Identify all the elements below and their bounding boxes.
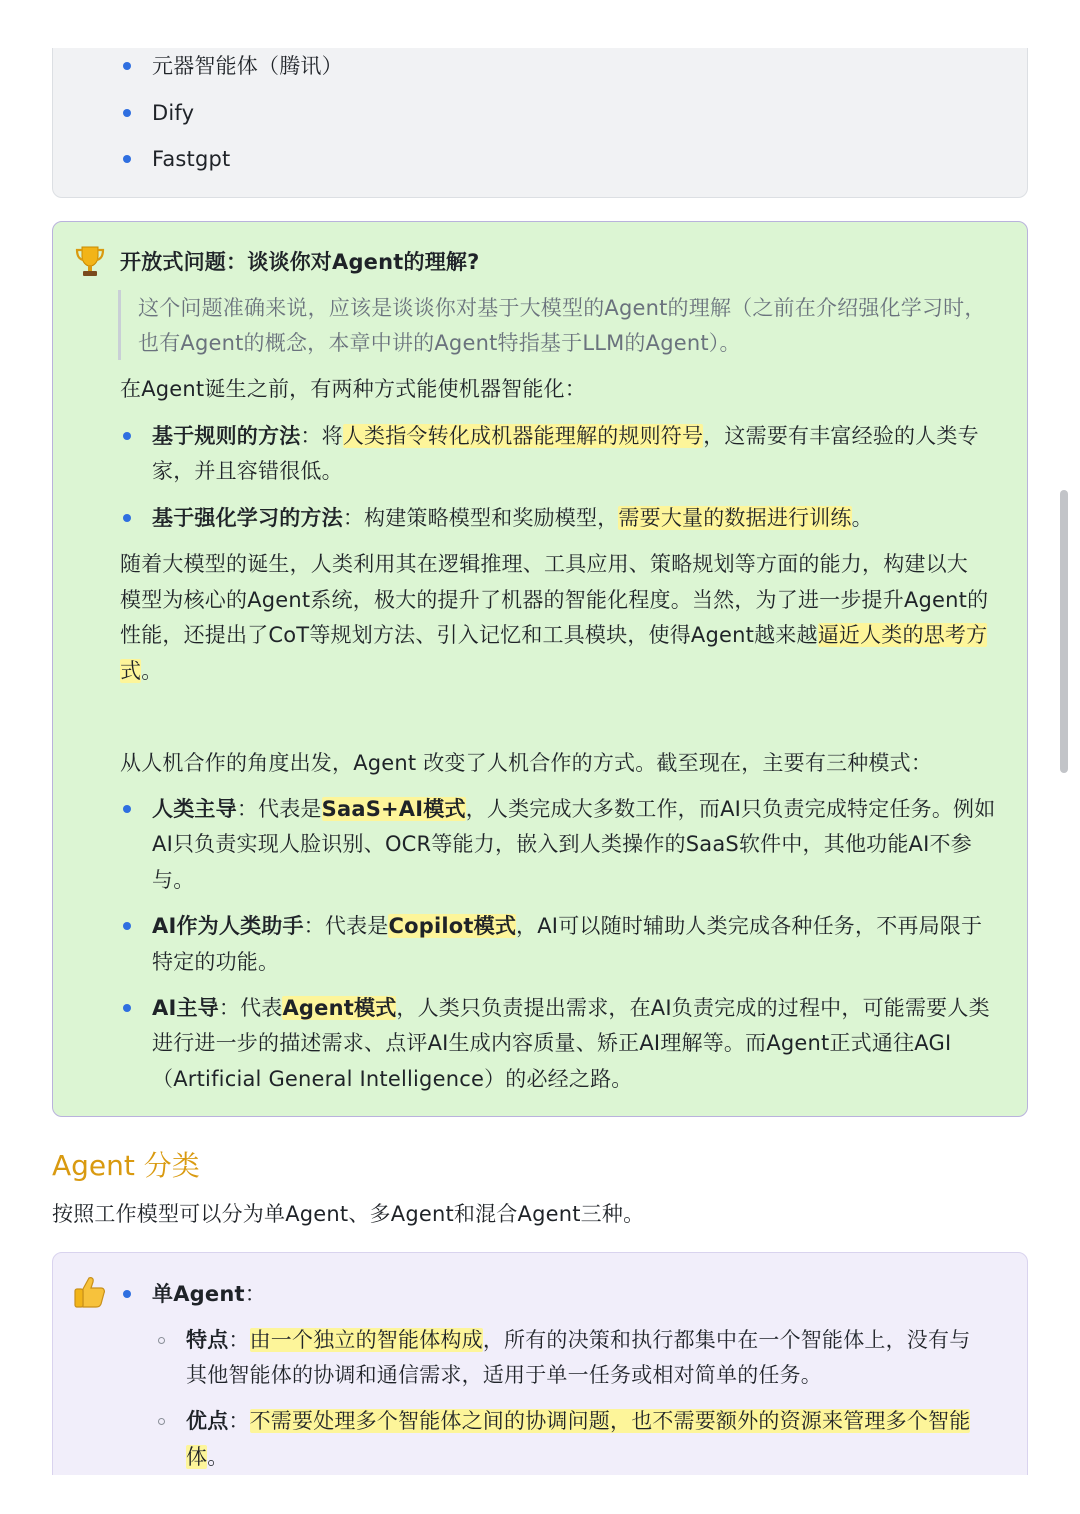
single-agent-advantage: 优点：不需要处理多个智能体之间的协调问题，也不需要额外的资源来管理多个智能 (186, 1409, 971, 1433)
bullet-dot (123, 1290, 131, 1298)
sub-bullet-ring (158, 1337, 165, 1344)
llm-paragraph: 性能，还提出了CoT等规划方法、引入记忆和工具模块，使得Agent越来越逼近人类的思考方 (120, 623, 988, 647)
bullet-dot (123, 805, 131, 813)
quote-line: 也有Agent的概念，本章中讲的Agent特指基于LLM的Agent）。 (138, 331, 741, 355)
section-heading: Agent 分类 (52, 1149, 200, 1182)
single-agent-title: 单Agent： (152, 1282, 266, 1306)
section-intro: 按照工作模型可以分为单Agent、多Agent和混合Agent三种。 (52, 1202, 645, 1226)
bullet-dot (123, 62, 131, 70)
single-agent-advantage-cont: 体。 (186, 1445, 229, 1469)
quote-line: 这个问题准确来说，应该是谈谈你对基于大模型的Agent的理解（之前在介绍强化学习时， (138, 296, 986, 320)
top-page-margin (0, 0, 1080, 48)
rule-based-item-cont: 家，并且容错很低。 (152, 459, 343, 483)
bullet-dot (123, 109, 131, 117)
single-agent-feature-cont: 其他智能体的协调和通信需求，适用于单一任务或相对简单的任务。 (186, 1363, 822, 1387)
quote-bar (118, 290, 121, 360)
mode-ai-assistant-cont: 特定的功能。 (152, 950, 280, 974)
llm-paragraph: 式。 (120, 659, 163, 683)
scrollbar-thumb[interactable] (1060, 490, 1068, 773)
bottom-page-margin (0, 1475, 1080, 1514)
mode-ai-led-cont: 进行进一步的描述需求、点评AI生成内容质量、矫正AI理解等。而Agent正式通往AGI (152, 1031, 952, 1055)
platform-item: 元器智能体（腾讯） (152, 54, 343, 78)
mode-ai-assistant: AI作为人类助手：代表是Copilot模式，AI可以随时辅助人类完成各种任务，不再局限于 (152, 914, 983, 938)
thumbs-up-icon (72, 1274, 108, 1310)
open-question-title: 开放式问题：谈谈你对Agent的理解? (120, 250, 480, 274)
bullet-dot (123, 514, 131, 522)
mode-human-led: 人类主导：代表是SaaS+AI模式，人类完成大多数工作，而AI只负责完成特定任务。例如 (152, 797, 996, 821)
single-agent-feature: 特点：由一个独立的智能体构成，所有的决策和执行都集中在一个智能体上，没有与 (186, 1328, 971, 1352)
collab-intro: 从人机合作的角度出发，Agent 改变了人机合作的方式。截至现在，主要有三种模式： (120, 751, 933, 775)
intro-text: 在Agent诞生之前，有两种方式能使机器智能化： (120, 377, 586, 401)
mode-human-led-cont: 与。 (152, 868, 195, 892)
bullet-dot (123, 922, 131, 930)
llm-paragraph: 模型为核心的Agent系统，极大的提升了机器的智能化程度。当然，为了进一步提升Agent的 (120, 588, 989, 612)
bullet-dot (123, 155, 131, 163)
llm-paragraph: 随着大模型的诞生，人类利用其在逻辑推理、工具应用、策略规划等方面的能力，构建以大 (120, 552, 968, 576)
mode-human-led-cont: AI只负责实现人脸识别、OCR等能力，嵌入到人类操作的SaaS软件中，其他功能AI不参 (152, 832, 972, 856)
platform-item: Dify (152, 101, 195, 125)
bullet-dot (123, 432, 131, 440)
trophy-icon (74, 244, 106, 280)
rule-based-item: 基于规则的方法：将人类指令转化成机器能理解的规则符号，这需要有丰富经验的人类专 (152, 424, 979, 448)
mode-ai-led: AI主导：代表Agent模式，人类只负责提出需求，在AI负责完成的过程中，可能需要人类 (152, 996, 990, 1020)
mode-ai-led-cont: （Artificial General Intelligence）的必经之路。 (152, 1067, 633, 1091)
rl-based-item: 基于强化学习的方法：构建策略模型和奖励模型，需要大量的数据进行训练。 (152, 506, 873, 530)
platform-item: Fastgpt (152, 147, 231, 171)
sub-bullet-ring (158, 1418, 165, 1425)
bullet-dot (123, 1004, 131, 1012)
